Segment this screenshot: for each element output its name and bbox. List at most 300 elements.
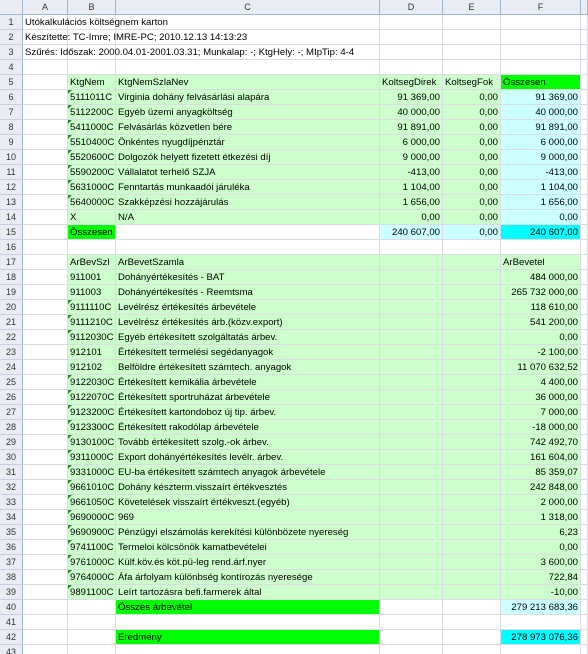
cost-code-cell[interactable]: 5520600C	[70, 152, 115, 163]
revenue-blank-cell[interactable]	[443, 525, 501, 540]
column-header-b[interactable]: B	[68, 0, 116, 15]
revenue-blank-cell[interactable]	[380, 300, 443, 315]
grid-cell[interactable]	[380, 600, 443, 615]
cost-header-total[interactable]: Összesen	[501, 75, 581, 90]
revenue-name-cell[interactable]: Értékesített rakodólap árbevétele	[116, 420, 380, 435]
grid-cell[interactable]	[581, 105, 588, 120]
grid-cell[interactable]	[116, 645, 380, 654]
grid-cell[interactable]	[23, 315, 68, 330]
revenue-code-cell[interactable]: 9761000C	[70, 557, 115, 568]
cost-code-cell[interactable]: X	[68, 210, 116, 225]
revenue-blank-cell[interactable]	[443, 330, 501, 345]
revenue-code-cell[interactable]: 9331000C	[70, 467, 115, 478]
revenue-name-cell[interactable]: Tovább értékesített szolg.-ok árbev.	[116, 435, 380, 450]
revenue-blank-cell[interactable]	[380, 360, 443, 375]
row-header[interactable]: 15	[0, 225, 23, 240]
cost-fok-cell[interactable]: 0,00	[443, 105, 501, 120]
row-header[interactable]: 7	[0, 105, 23, 120]
cost-header-code[interactable]: KtgNem	[68, 75, 116, 90]
grid-cell[interactable]	[23, 585, 68, 600]
column-header-g[interactable]	[581, 0, 588, 15]
revenue-code-cell[interactable]: 9112030C	[68, 330, 116, 345]
grid-cell[interactable]	[581, 615, 588, 630]
grid-cell[interactable]	[23, 240, 68, 255]
cost-fok-cell[interactable]: 0,00	[443, 135, 501, 150]
row-header[interactable]: 6	[0, 90, 23, 105]
grid-cell[interactable]	[501, 645, 581, 654]
grid-cell[interactable]	[581, 375, 588, 390]
cost-code-cell[interactable]: 5510400C	[70, 137, 115, 148]
revenue-code-cell[interactable]: 9741100C	[68, 540, 116, 555]
revenue-blank-cell[interactable]	[443, 555, 501, 570]
revenue-total-label[interactable]: Összes árbevétel	[116, 600, 380, 615]
cost-header-name[interactable]: KtgNemSzlaNev	[116, 75, 380, 90]
grid-cell[interactable]	[116, 615, 380, 630]
grid-cell[interactable]	[443, 600, 501, 615]
cost-direct-cell[interactable]: 1 104,00	[380, 180, 443, 195]
row-header[interactable]: 34	[0, 510, 23, 525]
grid-cell[interactable]	[23, 390, 68, 405]
revenue-blank-cell[interactable]	[443, 390, 501, 405]
column-header-f[interactable]: F	[501, 0, 581, 15]
revenue-value-cell[interactable]: 85 359,07	[501, 465, 581, 480]
revenue-code-cell[interactable]: 9111210C	[68, 315, 116, 330]
cost-code-cell[interactable]: 5111011C	[68, 90, 116, 105]
row-header[interactable]: 40	[0, 600, 23, 615]
row-header[interactable]: 21	[0, 315, 23, 330]
grid-cell[interactable]	[23, 135, 68, 150]
grid-cell[interactable]	[581, 585, 588, 600]
revenue-header-code[interactable]: ArBevSzl	[68, 255, 116, 270]
grid-cell[interactable]	[116, 60, 380, 75]
cost-total-cell[interactable]: -413,00	[501, 165, 581, 180]
grid-cell[interactable]	[581, 240, 588, 255]
grid-cell[interactable]	[23, 345, 68, 360]
revenue-name-cell[interactable]: Követelések visszaírt értékveszt.(egyéb)	[116, 495, 380, 510]
grid-cell[interactable]	[581, 45, 588, 60]
row-header[interactable]: 8	[0, 120, 23, 135]
row-header[interactable]: 38	[0, 570, 23, 585]
grid-cell[interactable]	[581, 225, 588, 240]
result-value[interactable]: 278 973 076,36	[501, 630, 581, 645]
revenue-blank-cell[interactable]	[443, 570, 501, 585]
grid-cell[interactable]	[23, 120, 68, 135]
row-header[interactable]: 36	[0, 540, 23, 555]
cost-code-cell[interactable]: 5112200C	[68, 105, 116, 120]
cost-total-cell[interactable]: 40 000,00	[501, 105, 581, 120]
revenue-code-cell[interactable]: 9661010C	[70, 482, 115, 493]
grid-cell[interactable]	[581, 645, 588, 654]
grid-cell[interactable]	[23, 165, 68, 180]
revenue-value-cell[interactable]: -2 100,00	[501, 345, 581, 360]
revenue-blank-cell[interactable]	[380, 435, 443, 450]
revenue-blank-cell[interactable]	[380, 270, 443, 285]
grid-cell[interactable]	[23, 270, 68, 285]
revenue-code-cell[interactable]: 912101	[68, 345, 116, 360]
grid-cell[interactable]	[501, 615, 581, 630]
row-header[interactable]: 43	[0, 645, 23, 654]
grid-cell[interactable]	[501, 45, 581, 60]
grid-cell[interactable]	[23, 525, 68, 540]
grid-cell[interactable]	[443, 240, 501, 255]
revenue-blank-cell[interactable]	[443, 510, 501, 525]
grid-cell[interactable]	[23, 435, 68, 450]
revenue-value-cell[interactable]: 36 000,00	[501, 390, 581, 405]
cost-name-cell[interactable]: Felvásárlás közvetlen bére	[116, 120, 380, 135]
revenue-blank-cell[interactable]	[443, 540, 501, 555]
grid-cell[interactable]	[581, 495, 588, 510]
revenue-code-cell[interactable]: 9123200C	[70, 407, 115, 418]
cost-total-cell[interactable]: 1 656,00	[501, 195, 581, 210]
grid-cell[interactable]	[380, 240, 443, 255]
grid-cell[interactable]	[23, 375, 68, 390]
revenue-blank-cell[interactable]	[443, 435, 501, 450]
row-header[interactable]: 2	[0, 30, 23, 45]
grid-cell[interactable]	[581, 570, 588, 585]
grid-cell[interactable]	[501, 30, 581, 45]
revenue-value-cell[interactable]: 541 200,00	[501, 315, 581, 330]
revenue-name-cell[interactable]: Dohányértékesítés - Reemtsma	[116, 285, 380, 300]
grid-cell[interactable]	[443, 30, 501, 45]
row-header[interactable]: 16	[0, 240, 23, 255]
grid-cell[interactable]	[23, 510, 68, 525]
cost-grand-total[interactable]: 240 607,00	[501, 225, 581, 240]
revenue-blank-cell[interactable]	[443, 405, 501, 420]
cost-total-direct[interactable]: 240 607,00	[380, 225, 443, 240]
grid-cell[interactable]	[23, 555, 68, 570]
cost-code-cell[interactable]: 5640000C	[70, 197, 115, 208]
revenue-blank-cell[interactable]	[380, 510, 443, 525]
column-header-d[interactable]: D	[380, 0, 443, 15]
cost-direct-cell[interactable]: 40 000,00	[380, 105, 443, 120]
grid-cell[interactable]	[380, 15, 443, 30]
grid-cell[interactable]	[23, 495, 68, 510]
column-header-c[interactable]: C	[116, 0, 380, 15]
revenue-code-cell[interactable]: 9123300C	[70, 422, 115, 433]
revenue-value-cell[interactable]: 11 070 632,52	[501, 360, 581, 375]
revenue-value-cell[interactable]: 265 732 000,00	[501, 285, 581, 300]
revenue-code-cell[interactable]: 9690900C	[70, 527, 115, 538]
revenue-code-cell[interactable]: 911003	[68, 285, 116, 300]
grid-cell[interactable]	[23, 255, 68, 270]
cost-direct-cell[interactable]: 91 369,00	[380, 90, 443, 105]
grid-cell[interactable]	[501, 60, 581, 75]
revenue-name-cell[interactable]: Export dohányértékesítés levélr. árbev.	[116, 450, 380, 465]
report-author[interactable]: Készítette: TC-Imre; IMRE-PC; 2010.12.13 14:13:23	[25, 32, 248, 43]
grid-cell[interactable]	[23, 330, 68, 345]
grid-cell[interactable]	[68, 60, 116, 75]
revenue-blank-cell[interactable]	[380, 405, 443, 420]
revenue-name-cell[interactable]: Értékesített termelési segédanyagok	[116, 345, 380, 360]
row-header[interactable]: 39	[0, 585, 23, 600]
grid-cell[interactable]	[581, 180, 588, 195]
row-header[interactable]: 24	[0, 360, 23, 375]
row-header[interactable]: 12	[0, 180, 23, 195]
revenue-blank-cell[interactable]	[380, 570, 443, 585]
result-label[interactable]: Eredmény	[116, 630, 380, 645]
revenue-header-value[interactable]: ArBevetel	[501, 255, 581, 270]
cost-direct-cell[interactable]: 91 891,00	[380, 120, 443, 135]
cost-name-cell[interactable]: N/A	[116, 210, 380, 225]
grid-cell[interactable]	[23, 300, 68, 315]
grid-cell[interactable]	[581, 405, 588, 420]
cost-code-cell[interactable]: 5631000C	[70, 182, 115, 193]
grid-cell[interactable]	[68, 645, 116, 654]
cost-total-cell[interactable]: 0,00	[501, 210, 581, 225]
revenue-blank-cell[interactable]	[380, 420, 443, 435]
cost-fok-cell[interactable]: 0,00	[443, 210, 501, 225]
revenue-total-value[interactable]: 279 213 683,36	[501, 600, 581, 615]
cost-code-cell[interactable]: 5590200C	[70, 167, 115, 178]
cost-total-cell[interactable]: 1 104,00	[501, 180, 581, 195]
row-header[interactable]: 42	[0, 630, 23, 645]
revenue-value-cell[interactable]: 742 492,70	[501, 435, 581, 450]
revenue-blank-cell[interactable]	[443, 255, 501, 270]
cost-direct-cell[interactable]: 9 000,00	[380, 150, 443, 165]
grid-cell[interactable]	[23, 180, 68, 195]
grid-cell[interactable]	[581, 210, 588, 225]
cost-fok-cell[interactable]: 0,00	[443, 180, 501, 195]
grid-cell[interactable]	[581, 135, 588, 150]
row-header[interactable]: 18	[0, 270, 23, 285]
grid-cell[interactable]	[23, 465, 68, 480]
revenue-name-cell[interactable]: Értékesített kartondoboz új tip. árbev.	[116, 405, 380, 420]
revenue-blank-cell[interactable]	[380, 375, 443, 390]
grid-cell[interactable]	[581, 255, 588, 270]
revenue-code-cell[interactable]: 9661050C	[70, 497, 115, 508]
revenue-value-cell[interactable]: 161 604,00	[501, 450, 581, 465]
grid-cell[interactable]	[581, 525, 588, 540]
revenue-value-cell[interactable]: -10,00	[501, 585, 581, 600]
cost-fok-cell[interactable]: 0,00	[443, 120, 501, 135]
grid-cell[interactable]	[23, 450, 68, 465]
revenue-code-cell[interactable]: 9764000C	[70, 572, 115, 583]
revenue-blank-cell[interactable]	[443, 465, 501, 480]
row-header[interactable]: 20	[0, 300, 23, 315]
row-header[interactable]: 26	[0, 390, 23, 405]
grid-cell[interactable]	[581, 330, 588, 345]
revenue-value-cell[interactable]: 1 318,00	[501, 510, 581, 525]
revenue-blank-cell[interactable]	[443, 270, 501, 285]
revenue-blank-cell[interactable]	[380, 345, 443, 360]
revenue-blank-cell[interactable]	[380, 555, 443, 570]
grid-cell[interactable]	[501, 240, 581, 255]
revenue-value-cell[interactable]: 118 610,00	[501, 300, 581, 315]
cost-fok-cell[interactable]: 0,00	[443, 150, 501, 165]
cost-name-cell[interactable]: Szakképzési hozzájárulás	[116, 195, 380, 210]
row-header[interactable]: 37	[0, 555, 23, 570]
revenue-blank-cell[interactable]	[443, 420, 501, 435]
revenue-code-cell[interactable]: 9891100C	[68, 585, 116, 600]
revenue-value-cell[interactable]: -18 000,00	[501, 420, 581, 435]
revenue-blank-cell[interactable]	[443, 360, 501, 375]
cost-fok-cell[interactable]: 0,00	[443, 90, 501, 105]
row-header[interactable]: 17	[0, 255, 23, 270]
revenue-blank-cell[interactable]	[443, 375, 501, 390]
revenue-code-cell[interactable]: 9130100C	[70, 437, 115, 448]
revenue-blank-cell[interactable]	[443, 585, 501, 600]
grid-cell[interactable]	[23, 105, 68, 120]
revenue-blank-cell[interactable]	[380, 450, 443, 465]
grid-cell[interactable]	[581, 480, 588, 495]
grid-cell[interactable]	[581, 270, 588, 285]
grid-cell[interactable]	[581, 315, 588, 330]
revenue-blank-cell[interactable]	[380, 255, 443, 270]
grid-cell[interactable]	[443, 60, 501, 75]
cost-total-cell[interactable]: 9 000,00	[501, 150, 581, 165]
revenue-name-cell[interactable]: Értékesített kemikália árbevétele	[116, 375, 380, 390]
revenue-blank-cell[interactable]	[443, 495, 501, 510]
grid-cell[interactable]	[23, 615, 68, 630]
cost-name-cell[interactable]: Virginia dohány felvásárlási alapára	[116, 90, 380, 105]
grid-cell[interactable]	[23, 600, 68, 615]
row-header[interactable]: 31	[0, 465, 23, 480]
grid-cell[interactable]	[581, 90, 588, 105]
cost-total-label[interactable]: Összesen	[68, 225, 116, 240]
row-header[interactable]: 10	[0, 150, 23, 165]
row-header[interactable]: 29	[0, 435, 23, 450]
column-header-a[interactable]: A	[23, 0, 68, 15]
grid-cell[interactable]	[23, 540, 68, 555]
row-header[interactable]: 4	[0, 60, 23, 75]
revenue-blank-cell[interactable]	[380, 585, 443, 600]
cost-name-cell[interactable]: Önkéntes nyugdíjpénztár	[116, 135, 380, 150]
revenue-value-cell[interactable]: 7 000,00	[501, 405, 581, 420]
grid-cell[interactable]	[581, 360, 588, 375]
cost-name-cell[interactable]: Fenntartás munkaadói járuléka	[116, 180, 380, 195]
revenue-name-cell[interactable]: Termeloi kölcsönök kamatbevételei	[116, 540, 380, 555]
grid-cell[interactable]	[581, 435, 588, 450]
select-all-corner[interactable]	[0, 0, 23, 15]
revenue-name-cell[interactable]: Értékesített sportruházat árbevétele	[116, 390, 380, 405]
grid-cell[interactable]	[581, 465, 588, 480]
grid-cell[interactable]	[380, 630, 443, 645]
revenue-value-cell[interactable]: 722,84	[501, 570, 581, 585]
row-header[interactable]: 11	[0, 165, 23, 180]
row-header[interactable]: 30	[0, 450, 23, 465]
revenue-code-cell[interactable]: 9311000C	[68, 450, 116, 465]
grid-cell[interactable]	[581, 120, 588, 135]
cost-header-fok[interactable]: KoltsegFok	[443, 75, 501, 90]
revenue-name-cell[interactable]: Áfa árfolyam különbség kontírozás nyeresége	[116, 570, 380, 585]
grid-cell[interactable]	[443, 645, 501, 654]
revenue-value-cell[interactable]: 2 000,00	[501, 495, 581, 510]
cost-total-blank[interactable]	[116, 225, 380, 240]
grid-cell[interactable]	[581, 195, 588, 210]
row-header[interactable]: 13	[0, 195, 23, 210]
cost-total-fok[interactable]: 0,00	[443, 225, 501, 240]
revenue-blank-cell[interactable]	[380, 315, 443, 330]
cost-header-direct[interactable]: KoltsegDirek	[380, 75, 443, 90]
revenue-name-cell[interactable]: 969	[116, 510, 380, 525]
revenue-name-cell[interactable]: Levélrész értékesítés árbevétele	[116, 300, 380, 315]
revenue-code-cell[interactable]: 9111110C	[68, 300, 116, 315]
cost-direct-cell[interactable]: 6 000,00	[380, 135, 443, 150]
grid-cell[interactable]	[443, 45, 501, 60]
cost-direct-cell[interactable]: 1 656,00	[380, 195, 443, 210]
grid-cell[interactable]	[501, 15, 581, 30]
grid-cell[interactable]	[443, 15, 501, 30]
grid-cell[interactable]	[23, 150, 68, 165]
grid-cell[interactable]	[581, 510, 588, 525]
revenue-blank-cell[interactable]	[443, 285, 501, 300]
revenue-name-cell[interactable]: EU-ba értékesített számtech anyagok árbevétele	[116, 465, 380, 480]
revenue-blank-cell[interactable]	[443, 315, 501, 330]
cost-name-cell[interactable]: Egyéb üzemi anyagköltség	[116, 105, 380, 120]
revenue-name-cell[interactable]: Dohányértékesítés - BAT	[116, 270, 380, 285]
grid-cell[interactable]	[68, 600, 116, 615]
revenue-value-cell[interactable]: 484 000,00	[501, 270, 581, 285]
revenue-blank-cell[interactable]	[380, 330, 443, 345]
revenue-blank-cell[interactable]	[380, 285, 443, 300]
revenue-value-cell[interactable]: 3 600,00	[501, 555, 581, 570]
grid-cell[interactable]	[23, 645, 68, 654]
grid-cell[interactable]	[380, 30, 443, 45]
revenue-code-cell[interactable]: 9122030C	[70, 377, 115, 388]
grid-cell[interactable]	[23, 75, 68, 90]
revenue-code-cell[interactable]: 9690000C	[70, 512, 115, 523]
grid-cell[interactable]	[581, 30, 588, 45]
cost-name-cell[interactable]: Vállalatot terhelő SZJA	[116, 165, 380, 180]
revenue-blank-cell[interactable]	[443, 300, 501, 315]
revenue-name-cell[interactable]: Pénzügyi elszámolás kerekítési különbözete nyereség	[116, 525, 380, 540]
grid-cell[interactable]	[581, 75, 588, 90]
row-header[interactable]: 14	[0, 210, 23, 225]
grid-cell[interactable]	[68, 630, 116, 645]
row-header[interactable]: 22	[0, 330, 23, 345]
revenue-value-cell[interactable]: 0,00	[501, 330, 581, 345]
grid-cell[interactable]	[380, 645, 443, 654]
grid-cell[interactable]	[23, 225, 68, 240]
revenue-name-cell[interactable]: Dohány készterm.visszaírt értékvesztés	[116, 480, 380, 495]
report-title[interactable]: Utókalkulációs költségnem karton	[25, 17, 168, 28]
row-header[interactable]: 25	[0, 375, 23, 390]
grid-cell[interactable]	[23, 285, 68, 300]
report-filter[interactable]: Szűrés: Időszak: 2000.04.01-2001.03.31; Munkalap: -; KtgHely: -; MIpTip: 4-4	[25, 47, 355, 58]
grid-cell[interactable]	[581, 15, 588, 30]
grid-cell[interactable]	[23, 420, 68, 435]
row-header[interactable]: 28	[0, 420, 23, 435]
grid-cell[interactable]	[23, 360, 68, 375]
grid-cell[interactable]	[443, 615, 501, 630]
row-header[interactable]: 19	[0, 285, 23, 300]
row-header[interactable]: 35	[0, 525, 23, 540]
revenue-value-cell[interactable]: 242 848,00	[501, 480, 581, 495]
revenue-name-cell[interactable]: Leírt tartozásra befi.farmerek által	[116, 585, 380, 600]
revenue-value-cell[interactable]: 0,00	[501, 540, 581, 555]
row-header[interactable]: 41	[0, 615, 23, 630]
cost-direct-cell[interactable]: 0,00	[380, 210, 443, 225]
revenue-value-cell[interactable]: 4 400,00	[501, 375, 581, 390]
revenue-blank-cell[interactable]	[380, 495, 443, 510]
revenue-blank-cell[interactable]	[443, 450, 501, 465]
grid-cell[interactable]	[581, 60, 588, 75]
revenue-blank-cell[interactable]	[443, 345, 501, 360]
grid-cell[interactable]	[23, 90, 68, 105]
row-header[interactable]: 1	[0, 15, 23, 30]
revenue-name-cell[interactable]: Külf.köv.és köt.pü-leg rend.árf.nyer	[116, 555, 380, 570]
grid-cell[interactable]	[23, 195, 68, 210]
cost-code-cell[interactable]: 5411000C	[68, 120, 116, 135]
revenue-blank-cell[interactable]	[380, 465, 443, 480]
revenue-name-cell[interactable]: Egyéb értékesített szolgáltatás árbev.	[116, 330, 380, 345]
revenue-blank-cell[interactable]	[443, 480, 501, 495]
row-header[interactable]: 5	[0, 75, 23, 90]
grid-cell[interactable]	[581, 165, 588, 180]
revenue-value-cell[interactable]: 6,23	[501, 525, 581, 540]
grid-cell[interactable]	[581, 150, 588, 165]
grid-cell[interactable]	[116, 240, 380, 255]
